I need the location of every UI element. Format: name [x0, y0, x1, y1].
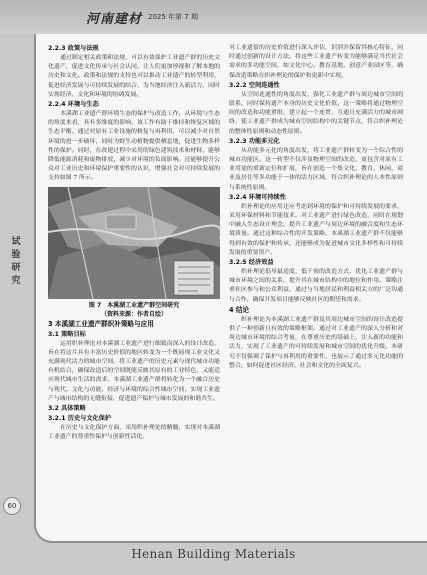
footer-journal-name: Henan Building Materials [131, 547, 296, 561]
page-number: 60 [3, 497, 21, 515]
body-paragraph: 本溪湖工业遗产群环境生态的保护与改造工作，从环境与生态的角度来看，具有多维度的影响。该工作有助于维持和恢复区域的生态平衡。通过对原有工业设施的修复与再利用，可以减少对自然环境的进一步破坏，同时为野生动植物提供栖息地，促进生物多样性的保护。同时，在改建过程中采用的绿色建筑技术和材料，能够降低能源消耗和废物排放，减少对环境的负面影响。还能够提升公众对工业历史和环境保护重要性的认识，增强社会对可持续发展的支持如图 7 所示。 [48, 111, 220, 182]
column-tag [8, 236, 24, 288]
column-tag-char: 验 [11, 250, 21, 260]
left-column [48, 44, 220, 442]
journal-masthead [86, 9, 198, 25]
body-paragraph: 对工业遗留的历史价值进行深入评估，识别并保留其核心特征，同时通过创新的设计方法，将这些工业遗产转变为能够满足当代社会需求的多功能空间，如文化中心、教育基地、创意产业园区等，确保改造策略在织补理论的保护和更新中实现。 [229, 45, 403, 79]
section-heading: 3.2.4 环境可持续性 [229, 193, 286, 201]
chapter-heading: 4 结论 [229, 305, 250, 314]
section-heading: 2.2.3 政策与法规 [48, 45, 99, 52]
issue-label: 2025 年第 7 期 [148, 13, 198, 21]
journal-logo: 河南建材 [86, 11, 143, 27]
body-paragraph: 运用织补理论对本溪湖工业遗产进行细致而深入的设计改造，旨在将这片具有丰富历史价值的地区转变为一个既展现工业文化又充满现代活力的城市空间。将工业遗产的历史元素与现代城市功能有机结合，确保改造后的空间既能反映其原有的工业特色，又能适应现代城市生活的需求。本溪湖工业遗产群将转化为一个融合历史与现代、文化与功能、经济与环境的综合性城市空间，实现工业遗产与城市结构的无缝衔接，促进遗产保护与城市发展的和谐共生。 [48, 340, 220, 402]
figure-caption: 图 7 本溪湖工业遗产群空间研究 [88, 301, 180, 309]
figure-caption: （资料来源：作者自绘） [100, 310, 167, 318]
body-paragraph: 在历史与文化保护方面，采用织补理论的精髓，实现对本溪湖工业遗产的尊重性保护与创新性活化。 [48, 425, 220, 441]
column-tag-char: 究 [11, 276, 21, 286]
column-tag-char: 研 [11, 263, 21, 273]
article-page [34, 34, 427, 543]
section-heading: 3.1 策略目标 [48, 330, 86, 338]
figure-7-map [48, 187, 220, 299]
section-heading: 3.2.5 经济效益 [229, 259, 274, 267]
body-paragraph: 从空间连通性的角度出发，强化工业遗产群与周边城市空间的联系，同时保持遗产本身的历史文化价值。这一策略将通过物理空间的改造和功能重组，建立起一个连贯、互通且充满活力的城市网络，使工业遗产群成为城市空间结构中的关键节点，符合织补理论的整体性原则和动态性原则。 [229, 91, 403, 135]
section-heading: 3.2.3 功能多元化 [229, 137, 280, 145]
body-paragraph: 织补理论的应用还应考虑到环境的保护和可持续发展的要求，采用环保材料和节能技术，对工业遗产进行绿色改造，同时在规划中融入生态设计理念，提升工业遗产与周边环境的融合度和生态环境质量。通过这种综合性的开发策略，本溪湖工业遗产群不仅能够得到有效的保护和传承，还能够成为促进城市文化多样性和可持续发展的重要资产。 [229, 203, 403, 256]
map-image [48, 187, 220, 299]
body-paragraph: 织补理论倡导最适度、低干预的改造方式，优化工业遗产群与城市环境之间的关系，提升其在城市结构中的地位和作用。策略注重社区参与和公众利益，通过与当地居民和利益相关方的广泛沟通与合作，确保开发项目能够反映社区的期望和需求。 [229, 269, 403, 303]
right-column [229, 44, 403, 371]
section-heading: 3.2.1 历史与文化保护 [48, 415, 112, 423]
section-heading: 3.2.2 空间连通性 [229, 81, 280, 89]
header-band [0, 0, 427, 34]
chapter-heading: 3 本溪湖工业遗产群织补策略与应用 [48, 319, 154, 328]
body-paragraph: 从功能多元化的角度出发，将工业遗产群转变为一个综合性的城市功能区。这一转型不仅涉及物理空间的改造，更包含对原有工业用途的重新定位和扩展，旨在创造一个集文化、教育、休闲、商业及居住等多功能于一体的活力区域，符合织补理论的人本性原则与系统性原则。 [229, 147, 403, 191]
column-tag-char: 试 [11, 237, 21, 247]
body-paragraph: 织补理论为本溪湖工业遗产群及其周边城市空间的设计改造提供了一种创新且有效的策略框架。通过对工业遗产的深入分析和对周边城市环境的综合考量，在尊重历史的基础上，注入新的功能和活力，实现了工业遗产的可持续发展和城市空间的优化升级。本研究不仅强调了保护与再利用的重要性，也展示了通过多元化功能的整合，如何促进社区经济、社会和文化的全面复兴。 [229, 316, 403, 369]
body-paragraph: 通过制定相关政策和法规，可以有效保护工业遗产群的历史文化遗产，促进文化传承与社会认同，让人们更加珍视和了解本地的历史和文化。政策和法规的支持也可以推动工业遗产的转型利用，促进经济发展与可持续发展的结合，为当地经济注入新活力，同时实现经济、文化和环境的协调发展。 [48, 55, 220, 98]
section-heading: 2.2.4 环境与生态 [48, 101, 99, 109]
section-heading: 3.2 具体策略 [48, 405, 86, 413]
